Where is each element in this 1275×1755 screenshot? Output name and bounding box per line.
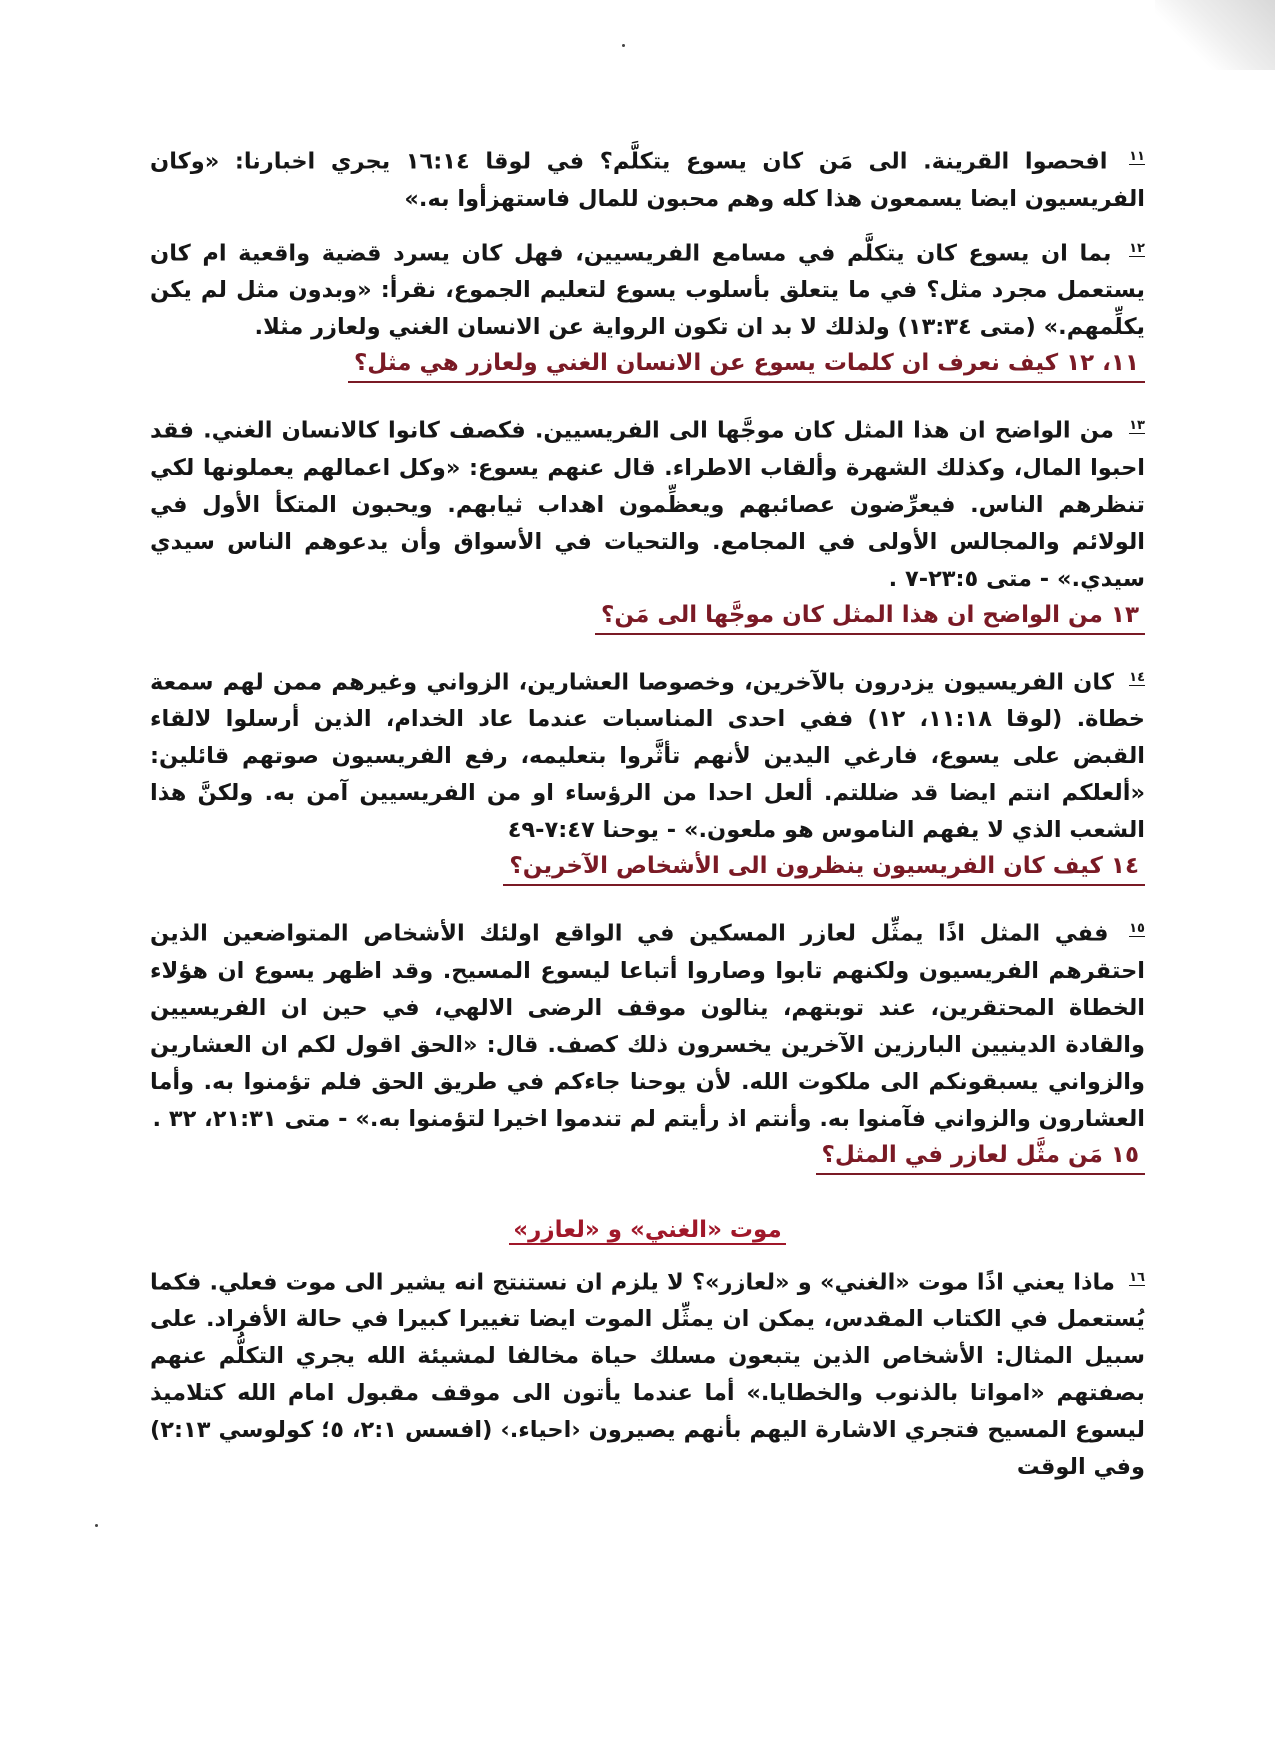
paragraph-number: ١٤ xyxy=(1129,669,1146,685)
scan-page-corner-shadow xyxy=(1155,0,1275,70)
study-question-11-12: ١١، ١٢ كيف نعرف ان كلمات يسوع عن الانسان الغني ولعازر هي مثل؟ xyxy=(348,346,1145,383)
paragraph-number: ١٣ xyxy=(1129,418,1145,433)
paragraph-number: ١٢ xyxy=(1129,240,1145,256)
paragraph-13 xyxy=(150,407,1145,598)
study-question-15: ١٥ مَن مثَّل لعازر في المثل؟ xyxy=(816,1138,1145,1175)
paragraph-text: ففي المثل اذًا يمثِّل لعازر المسكين في الواقع اولئك الأشخاص المتواضعين الذين احتقرهم الفريسيون ولكنهم تابوا وصاروا أتباعا ليسوع المسيح. وقد اظهر يسوع ان هؤلاء الخطاة المحتقرين، عند توبتهم، ينالون موقف الرضى الالهي، في حين ان الفريسيين والقادة الدينيين البارزين الآخرين يخسرون ذلك كصف. قال: «الحق اقول لكم ان العشارين والزواني يسبقونكم الى ملكوت الله. لأن يوحنا جاءكم في طريق الحق فلم تؤمنوا به. وأما العشارون والزواني فآمنوا به. وأنتم اذ رأيتم لم تندموا اخيرا لتؤمنوا به.» - متى ٢١:٣١، ٣٢ . xyxy=(150,920,1145,1132)
study-question-13: ١٣ من الواضح ان هذا المثل كان موجَّها الى مَن؟ xyxy=(595,598,1145,635)
paragraph-text: ماذا يعني اذًا موت «الغني» و «لعازر»؟ لا يلزم ان نستنتج انه يشير الى موت فعلي. فكما يُستعمل في الكتاب المقدس، يمكن ان يمثِّل الموت ايضا تغييرا كبيرا في حالة الأفراد. على سبيل المثال: الأشخاص الذين يتبعون مسلك حياة مخالفا لمشيئة الله يجري التكلُّم عنهم بصفتهم «امواتا بالذنوب والخطايا.» أما عندما يأتون الى موقف مقبول امام الله كتلاميذ ليسوع المسيح فتجري الاشارة اليهم بأنهم يصيرون ‹احياء.› (افسس ٢:١، ٥؛ كولوسي ٢:١٣) وفي الوقت xyxy=(150,1269,1145,1480)
paragraph-11 xyxy=(150,138,1145,218)
paragraph-text: من الواضح ان هذا المثل كان موجَّها الى الفريسيين. فكصف كانوا كالانسان الغني. فقد احبوا المال، وكذلك الشهرة وألقاب الاطراء. قال عنهم يسوع: «وكل اعمالهم يعملونها لكي تنظرهم الناس. فيعرِّضون عصائبهم ويعظِّمون اهداب ثيابهم. ويحبون المتكأ الأول في الولائم والمجالس الأولى في المجامع. والتحيات في الأسواق وأن يدعوهم الناس سيدي سيدي.» - متى ٢٣:٥-٧ . xyxy=(150,417,1145,592)
paragraph-14 xyxy=(150,659,1145,850)
paragraph-16 xyxy=(150,1259,1145,1487)
paragraph-15 xyxy=(150,910,1145,1138)
paragraph-text: افحصوا القرينة. الى مَن كان يسوع يتكلَّم؟ في لوقا ١٦:١٤ يجري اخبارنا: «وكان الفريسيون ايضا يسمعون هذا كله وهم محبون للمال فاستهزأوا به.» xyxy=(150,148,1145,212)
study-question-14: ١٤ كيف كان الفريسيون ينظرون الى الأشخاص الآخرين؟ xyxy=(503,849,1145,886)
paragraph-12 xyxy=(150,230,1145,347)
scan-speck xyxy=(95,1524,98,1527)
paragraph-text: كان الفريسيون يزدرون بالآخرين، وخصوصا العشارين، الزواني وغيرهم ممن لهم سمعة خطاة. (لوقا ١١:١٨، ١٢) ففي احدى المناسبات عندما عاد الخدام، الذين أرسلوا لالقاء القبض على يسوع، فارغي اليدين لأنهم تأثَّروا بتعليمه، رفع الفريسيون صوتهم قائلين: «ألعلكم انتم ايضا قد ضللتم. ألعل احدا من الرؤساء او من الفريسيين آمن به. ولكنَّ هذا الشعب الذي لا يفهم الناموس هو ملعون.» - يوحنا ٧:٤٧-٤٩ xyxy=(150,669,1145,843)
section-heading xyxy=(150,1213,1145,1247)
paragraph-number: ١٥ xyxy=(1129,921,1145,936)
paragraph-number: ١٦ xyxy=(1129,1269,1145,1285)
paragraph-text: بما ان يسوع كان يتكلَّم في مسامع الفريسيين، فهل كان يسرد قضية واقعية ام كان يستعمل مجرد مثل؟ في ما يتعلق بأسلوب يسوع لتعليم الجموع، نقرأ: «وبدون مثل لم يكن يكلِّمهم.» (متى ١٣:٣٤) ولذلك لا بد ان تكون الرواية عن الانسان الغني ولعازر مثلا. xyxy=(150,240,1145,340)
section-heading-text: موت «الغني» و «لعازر» xyxy=(509,1217,785,1245)
paragraph-number: ١١ xyxy=(1129,149,1145,164)
scan-speck xyxy=(622,44,625,47)
document-page xyxy=(150,138,1145,1486)
